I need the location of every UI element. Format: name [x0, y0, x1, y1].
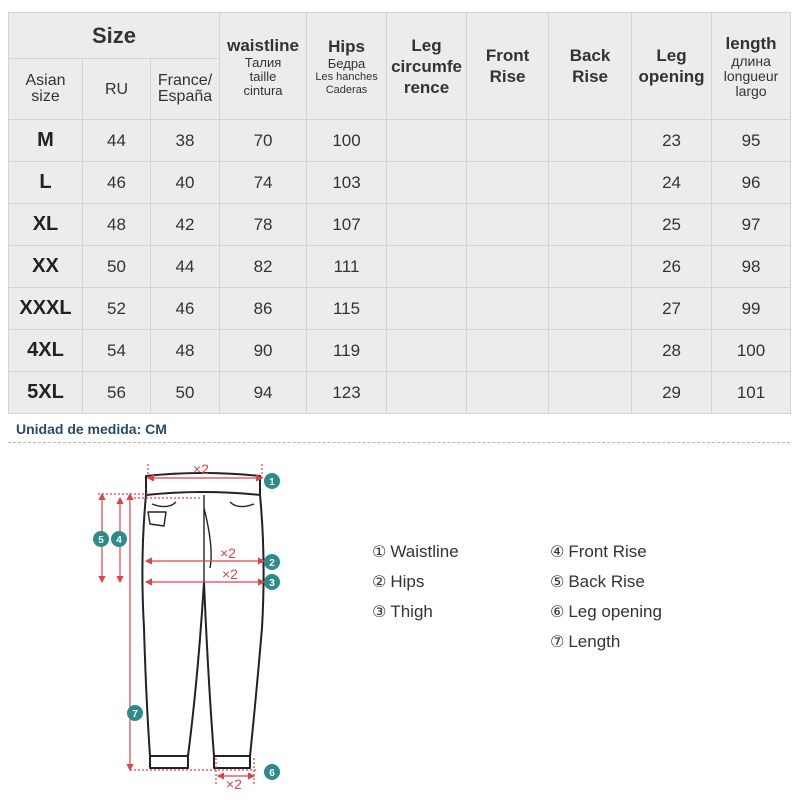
cell-waistline: 82: [220, 246, 307, 288]
header-back-rise: Back Rise: [549, 13, 632, 120]
cell-hips: 115: [307, 288, 387, 330]
cell-back-rise: [549, 120, 632, 162]
label-x2-hips: ×2: [220, 545, 236, 561]
cell-france: 44: [151, 246, 220, 288]
left-leg-outline: [142, 495, 204, 756]
header-hips: Hips Бедра Les hanches Caderas: [307, 13, 387, 120]
legend-thigh: ③ Thigh: [372, 602, 433, 621]
label-x2-thigh: ×2: [222, 566, 238, 582]
header-ru: RU: [83, 59, 151, 120]
marker-3: 3: [269, 578, 275, 589]
cell-length: 98: [712, 246, 791, 288]
coin-pocket: [148, 512, 166, 526]
cell-back-rise: [549, 204, 632, 246]
legend-hips: ② Hips: [372, 572, 425, 591]
cell-hips: 111: [307, 246, 387, 288]
cell-waistline: 78: [220, 204, 307, 246]
header-front-rise: Front Rise: [467, 13, 549, 120]
cell-size: XXXL: [9, 288, 83, 330]
cell-length: 95: [712, 120, 791, 162]
measure-lines: [98, 464, 264, 784]
cell-waistline: 86: [220, 288, 307, 330]
cell-leg-circumference: [387, 246, 467, 288]
cell-hips: 123: [307, 372, 387, 414]
cell-hips: 107: [307, 204, 387, 246]
cell-length: 97: [712, 204, 791, 246]
cell-france: 50: [151, 372, 220, 414]
table-row: [9, 288, 791, 330]
table-row: [9, 120, 791, 162]
divider: [8, 442, 790, 443]
cell-front-rise: [467, 120, 549, 162]
cell-leg-circumference: [387, 288, 467, 330]
cell-ru: 50: [83, 246, 151, 288]
cell-waistline: 94: [220, 372, 307, 414]
cell-leg-opening: 27: [632, 288, 712, 330]
table-row: [9, 204, 791, 246]
cell-front-rise: [467, 372, 549, 414]
legend-length: ⑦ Length: [550, 632, 621, 651]
marker-4: 4: [116, 535, 122, 546]
cell-ru: 44: [83, 120, 151, 162]
cell-back-rise: [549, 330, 632, 372]
cell-size: M: [9, 120, 83, 162]
cell-front-rise: [467, 204, 549, 246]
cell-ru: 54: [83, 330, 151, 372]
pants-diagram: [80, 458, 300, 793]
cell-leg-circumference: [387, 204, 467, 246]
cell-ru: 52: [83, 288, 151, 330]
legend-waistline: ① Waistline: [372, 542, 459, 561]
legend-back-rise: ⑤ Back Rise: [550, 572, 645, 591]
cell-front-rise: [467, 246, 549, 288]
left-pocket: [152, 502, 176, 507]
table-row: [9, 330, 791, 372]
cell-leg-circumference: [387, 372, 467, 414]
cell-back-rise: [549, 372, 632, 414]
cell-leg-opening: 25: [632, 204, 712, 246]
cell-france: 38: [151, 120, 220, 162]
header-leg-circumference: Leg circumfe rence: [387, 13, 467, 120]
cell-france: 42: [151, 204, 220, 246]
cell-france: 48: [151, 330, 220, 372]
cell-leg-circumference: [387, 120, 467, 162]
marker-2: 2: [269, 558, 275, 569]
cell-france: 46: [151, 288, 220, 330]
table-row: [9, 246, 791, 288]
pants-outline: [142, 473, 263, 768]
cell-waistline: 74: [220, 162, 307, 204]
marker-7: 7: [132, 709, 138, 720]
unit-note: Unidad de medida: CM: [16, 421, 167, 437]
header-france: France/ España: [151, 59, 220, 120]
measurement-legend: [372, 536, 772, 666]
marker-6: 6: [269, 768, 275, 779]
cell-length: 96: [712, 162, 791, 204]
cell-length: 99: [712, 288, 791, 330]
label-x2-waist: ×2: [193, 461, 209, 477]
cell-waistline: 70: [220, 120, 307, 162]
right-leg-outline: [204, 495, 264, 756]
cell-size: XX: [9, 246, 83, 288]
right-pocket: [230, 502, 254, 507]
cell-leg-opening: 28: [632, 330, 712, 372]
header-size: Size: [9, 13, 220, 59]
cell-front-rise: [467, 330, 549, 372]
cell-leg-opening: 26: [632, 246, 712, 288]
cell-size: 5XL: [9, 372, 83, 414]
table-row: [9, 372, 791, 414]
size-table: [8, 12, 791, 414]
header-asian-size: Asian size: [9, 59, 83, 120]
legend-leg-opening: ⑥ Leg opening: [550, 602, 662, 621]
cell-size: 4XL: [9, 330, 83, 372]
cell-waistline: 90: [220, 330, 307, 372]
cell-leg-opening: 24: [632, 162, 712, 204]
fly: [204, 495, 211, 582]
cell-back-rise: [549, 288, 632, 330]
cell-leg-circumference: [387, 330, 467, 372]
cell-length: 101: [712, 372, 791, 414]
cell-leg-circumference: [387, 162, 467, 204]
cell-ru: 48: [83, 204, 151, 246]
cell-size: XL: [9, 204, 83, 246]
header-leg-opening: Leg opening: [632, 13, 712, 120]
marker-1: 1: [269, 477, 275, 488]
cell-front-rise: [467, 288, 549, 330]
label-x2-leg-opening: ×2: [226, 776, 242, 792]
cell-leg-opening: 23: [632, 120, 712, 162]
cell-hips: 100: [307, 120, 387, 162]
cell-france: 40: [151, 162, 220, 204]
cell-size: L: [9, 162, 83, 204]
cell-hips: 119: [307, 330, 387, 372]
header-length: length длина longueur largo: [712, 13, 791, 120]
cell-ru: 56: [83, 372, 151, 414]
table-row: [9, 162, 791, 204]
cell-front-rise: [467, 162, 549, 204]
marker-5: 5: [98, 535, 104, 546]
cell-hips: 103: [307, 162, 387, 204]
cell-leg-opening: 29: [632, 372, 712, 414]
legend-front-rise: ④ Front Rise: [550, 542, 647, 561]
cell-back-rise: [549, 246, 632, 288]
header-waistline: waistline Талия taille cintura: [220, 13, 307, 120]
cell-length: 100: [712, 330, 791, 372]
cell-ru: 46: [83, 162, 151, 204]
cell-back-rise: [549, 162, 632, 204]
